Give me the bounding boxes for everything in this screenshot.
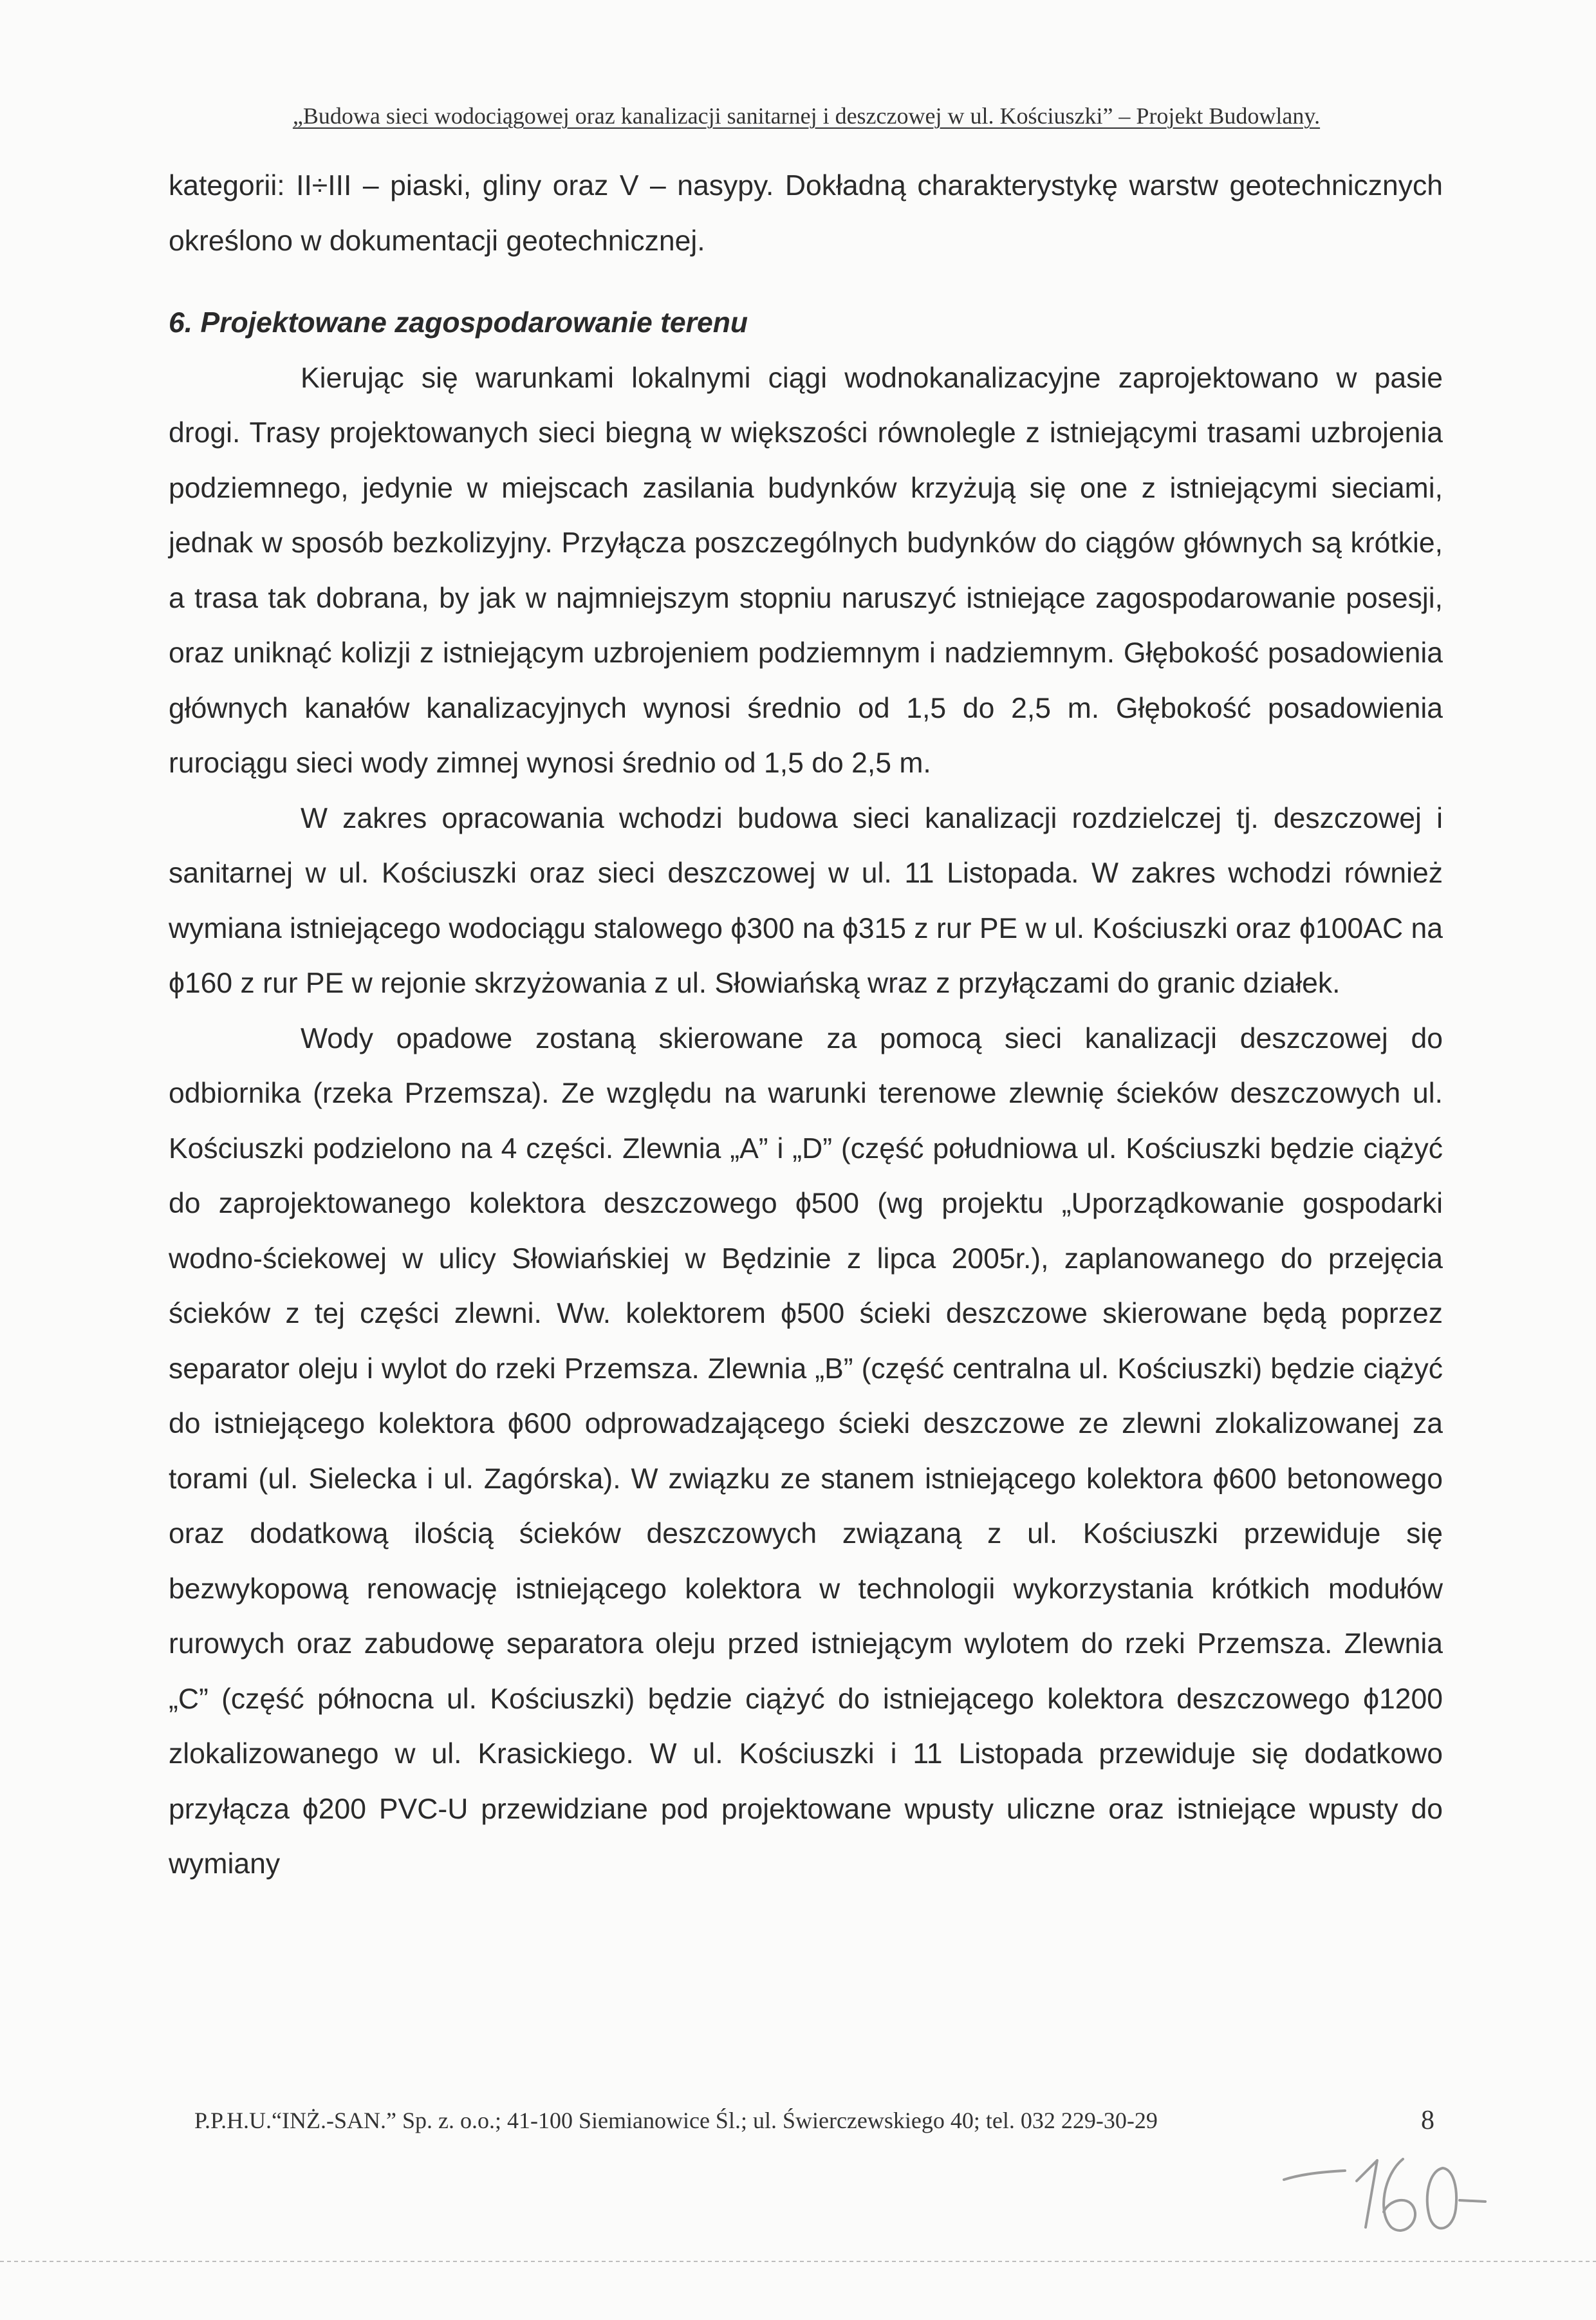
footer-company-info: P.P.H.U.“INŻ.-SAN.” Sp. z. o.o.; 41-100 Siemianowice Śl.; ul. Świerczewskiego 40; tel. 032 229-30-29 bbox=[194, 2108, 1158, 2133]
paragraph-routing: Kierując się warunkami lokalnymi ciągi wodnokanalizacyjne zaprojektowano w pasie drogi. Trasy projektowanych sieci biegną w większości równolegle z istniejącymi trasami uzbrojenia podziemnego, jedynie w miejscach zasilania budynków krzyżują się one z istniejącymi sieciami, jednak w sposób bezkolizyjny. Przyłącza poszczególnych budynków do ciągów głównych są krótkie, a trasa tak dobrana, by jak w najmniejszym stopniu naruszyć istniejące zagospodarowanie posesji, oraz uniknąć kolizji z istniejącym uzbrojeniem podziemnym i nadziemnym. Głębokość posadowienia głównych kanałów kanalizacyjnych wynosi średnio od 1,5 do 2,5 m. Głębokość posadowienia rurociągu sieci wody zimnej wynosi średnio od 1,5 do 2,5 m. bbox=[169, 362, 1443, 779]
scan-edge-line bbox=[0, 2259, 1596, 2263]
page-number: 8 bbox=[1421, 2106, 1434, 2135]
body-text bbox=[169, 158, 1443, 1892]
running-header: „Budowa sieci wodociągowej oraz kanalizacji sanitarnej i deszczowej w ul. Kościuszki” – Projekt Budowlany. bbox=[292, 103, 1321, 129]
paragraph-stormwater: Wody opadowe zostaną skierowane za pomocą sieci kanalizacji deszczowej do odbiornika (rzeka Przemsza). Ze względu na warunki terenowe zlewnię ścieków deszczowych ul. Kościuszki podzielono na 4 części. Zlewnia „A” i „D” (część południowa ul. Kościuszki będzie ciążyć do zaprojektowanego kolektora deszczowego ϕ500 (wg projektu „Uporządkowanie gospodarki wodno-ściekowej w ulicy Słowiańskiej w Będzinie z lipca 2005r.), zaplanowanego do przejęcia ścieków z tej części zlewni. Ww. kolektorem ϕ500 ścieki deszczowe skierowane będą poprzez separator oleju i wylot do rzeki Przemsza. Zlewnia „B” (część centralna ul. Kościuszki) będzie ciążyć do istniejącego kolektora ϕ600 odprowadzającego ścieki deszczowe ze zlewni zlokalizowanej za torami (ul. Sielecka i ul. Zagórska). W związku ze stanem istniejącego kolektora ϕ600 betonowego oraz dodatkową ilością ścieków deszczowych związaną z ul. Kościuszki przewiduje się bezwykopową renowację istniejącego kolektora w technologii wykorzystania krótkich modułów rurowych oraz zabudowę separatora oleju przed istniejącym wylotem do rzeki Przemsza. Zlewnia „C” (część północna ul. Kościuszki) będzie ciążyć do istniejącego kolektora deszczowego ϕ1200 zlokalizowanego w ul. Krasickiego. W ul. Kościuszki i 11 Listopada przewiduje się dodatkowo przyłącza ϕ200 PVC-U przewidziane pod projektowane wpusty uliczne oraz istniejące wpusty do wymiany bbox=[169, 1022, 1443, 1880]
section-heading-wrapper bbox=[169, 295, 1443, 351]
paragraph-scope: W zakres opracowania wchodzi budowa sieci kanalizacji rozdzielczej tj. deszczowej i sanitarnej w ul. Kościuszki oraz sieci deszczowej w ul. 11 Listopada. W zakres wchodzi również wymiana istniejącego wodociągu stalowego ϕ300 na ϕ315 z rur PE w ul. Kościuszki oraz ϕ100AC na ϕ160 z rur PE w rejonie skrzyżowania z ul. Słowiańską wraz z przyłączami do granic działek. bbox=[169, 802, 1443, 999]
handwritten-page-number-mark bbox=[1281, 2155, 1487, 2252]
paragraph-soil-categories: kategorii: II÷III – piaski, gliny oraz V – nasypy. Dokładną charakterystykę warstw geotechnicznych określono w dokumentacji geotechnicznej. bbox=[169, 170, 1443, 257]
section-heading: 6. Projektowane zagospodarowanie terenu bbox=[169, 307, 748, 339]
